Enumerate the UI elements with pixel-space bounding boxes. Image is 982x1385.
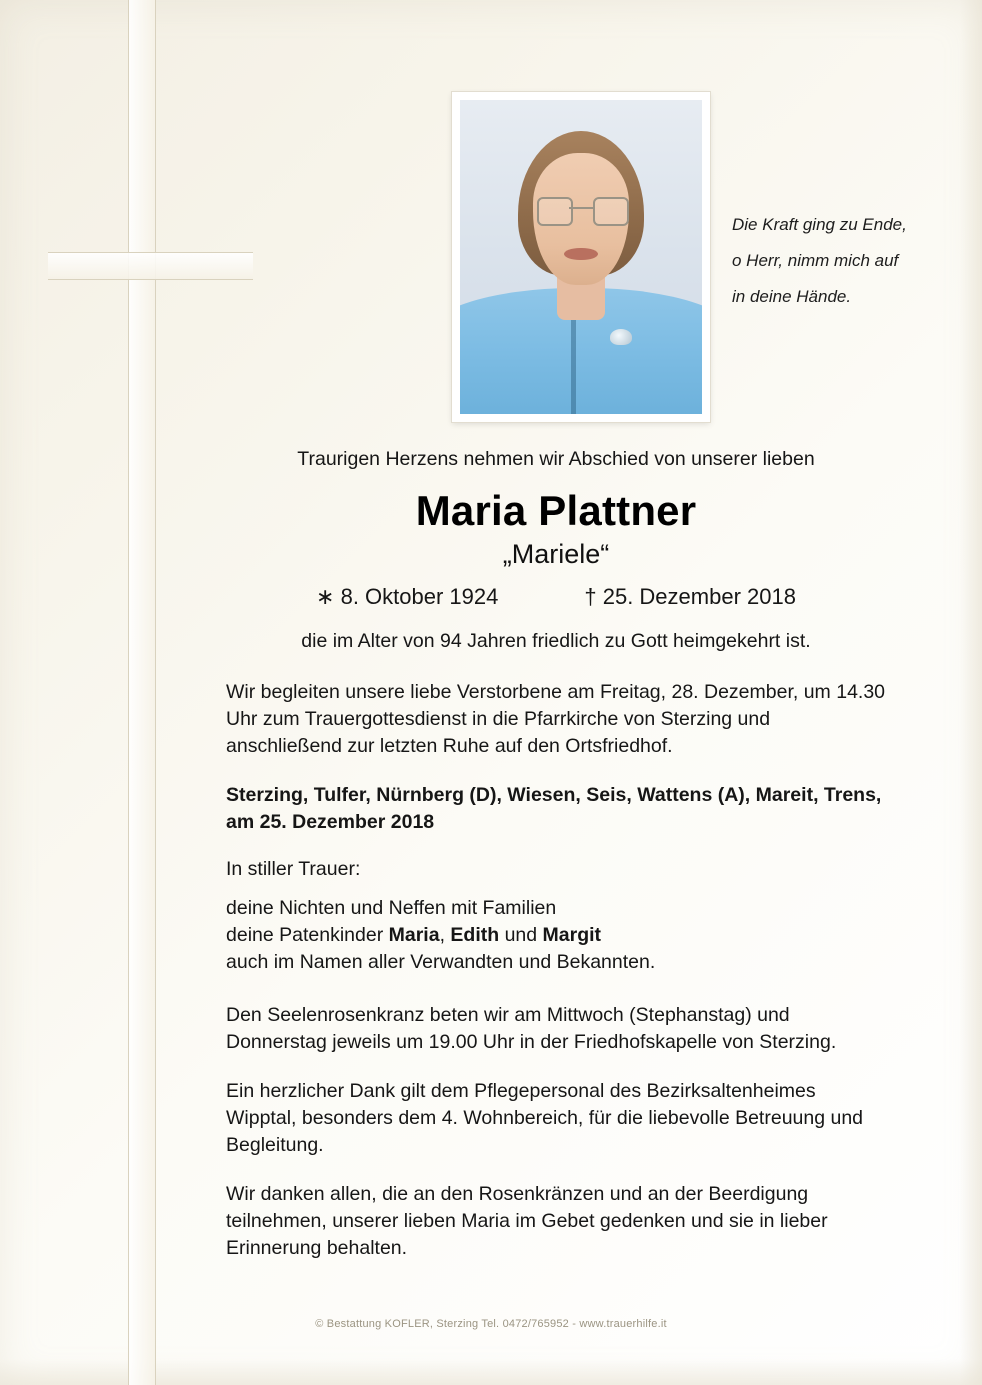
thanks-attendees: Wir danken allen, die an den Rosenkränzen und an der Beerdigung teilnehmen, unserer lieben Maria im Gebet gedenken und sie in lieber Erinnerung behalten. [226,1183,828,1259]
deceased-name: Maria Plattner [415,487,697,534]
godchild-1: Maria [388,924,440,946]
cross-horizontal-bar [48,252,253,280]
photo-mouth [564,248,598,261]
godchildren-separator-1: , [439,924,451,946]
portrait-photo [460,100,702,414]
verse-line-2: o Herr, nimm mich auf [732,251,899,270]
mourners-line-3: auch im Namen aller Verwandten und Bekannten. [226,951,656,973]
mourners-line-2 [226,922,886,949]
thanks-care-staff: Ein herzlicher Dank gilt dem Pflegepersonal des Bezirksaltenheimes Wipptal, besonders dem 4. Wohnbereich, für die liebevolle Betreuung und Begleitung. [226,1080,864,1156]
cross-vertical-bar [128,0,156,1385]
photo-brooch [610,329,632,345]
paper-edge-bottom [0,1359,982,1385]
mourners-list [226,895,886,976]
announcement-text [226,448,886,1284]
funeral-details: Wir begleiten unsere liebe Verstorbene am Freitag, 28. Dezember, um 14.30 Uhr zum Trauergottesdienst in die Pfarrkirche von Sterzing und anschließend zur letzten Ruhe auf den Ortsfriedhof. [226,681,886,757]
portrait-frame [452,92,710,422]
death-date: † 25. Dezember 2018 [584,584,796,609]
photo-glasses-left [537,197,572,226]
mourners-line-1: deine Nichten und Neffen mit Familien [226,897,557,919]
godchildren-prefix: deine Patenkinder [226,924,389,946]
rosary-details: Den Seelenrosenkranz beten wir am Mittwoch (Stephanstag) und Donnerstag jeweils um 19.00 Uhr in der Friedhofskapelle von Sterzing. [226,1004,837,1053]
places-and-date: Sterzing, Tulfer, Nürnberg (D), Wiesen, Seis, Wattens (A), Mareit, Trens, am 25. Dezember 2018 [226,784,882,833]
publisher-imprint: © Bestattung KOFLER, Sterzing Tel. 0472/765952 - www.trauerhilfe.it [315,1318,667,1330]
memorial-verse [732,207,962,315]
birth-date: ∗ 8. Oktober 1924 [316,584,499,609]
deceased-nickname: „Mariele“ [502,539,610,569]
verse-line-1: Die Kraft ging zu Ende, [732,215,907,234]
godchild-3: Margit [542,924,602,946]
paper-edge-right [960,0,982,1385]
life-dates [226,584,886,610]
verse-line-3: in deine Hände. [732,287,852,306]
mourning-label: In stiller Trauer: [226,858,361,880]
photo-glasses-bridge [569,207,593,209]
godchild-2: Edith [450,924,500,946]
godchildren-separator-2: und [499,924,543,946]
intro-line: Traurigen Herzens nehmen wir Abschied von unserer lieben [297,448,815,470]
photo-glasses-right [593,197,628,226]
age-line: die im Alter von 94 Jahren friedlich zu Gott heimgekehrt ist. [301,630,811,652]
